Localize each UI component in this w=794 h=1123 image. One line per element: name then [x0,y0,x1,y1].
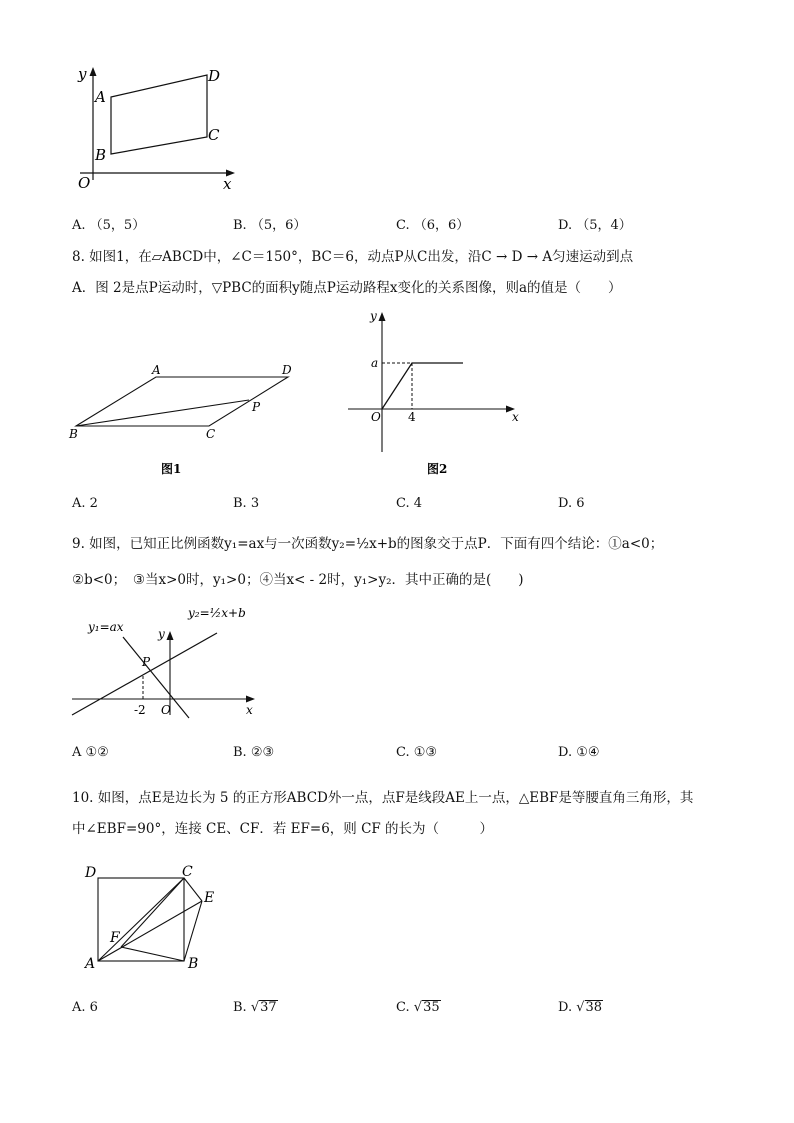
q8-fig2-caption: 图2 [427,462,448,476]
q9-label-o: O [161,703,171,717]
q9-line-y1 [123,637,189,718]
q10-option-d-prefix: D. [558,1000,573,1015]
q7-parallelogram [111,75,207,154]
q8-fig2-graph [382,363,463,409]
q7-label-d: D [208,67,221,85]
q10-option-c-sqrt-icon: √ [413,1000,423,1015]
q9-label-x: x [246,703,253,717]
q7-option-a[interactable]: A. （5，5） [72,218,146,233]
q10-option-d-sqrt-icon: √ [576,1000,585,1015]
q9-option-c[interactable]: C. ①③ [396,745,438,760]
q8-fig1-label-d: D [282,363,292,377]
q10-option-b-radicand: 37 [260,1000,277,1015]
q9-x-arrow [246,696,255,703]
q8-fig2-y-arrow [379,312,386,321]
q8-figure2 [340,305,540,480]
q9-label-m2: -2 [134,703,146,717]
q7-option-d[interactable]: D. （5，4） [558,218,632,233]
q8-stem-line2: A．图 2是点P运动时，▽PBC的面积y随点P运动路程x变化的关系图像，则a的值是（ ） [72,280,622,296]
q7-label-a: A [95,88,106,106]
q9-label-p: P [142,655,151,669]
q10-label-d: D [85,865,97,881]
q7-label-c: C [208,126,220,144]
q8-fig2-label-y: y [370,309,377,323]
q10-ce [184,878,202,901]
q7-option-c[interactable]: C. （6，6） [396,218,470,233]
q9-y-arrow [167,631,174,640]
q8-fig2-label-x: x [512,410,519,424]
q10-option-d[interactable] [558,1000,603,1015]
q8-option-b[interactable]: B. 3 [233,496,260,511]
q10-option-b-prefix: B. [233,1000,247,1015]
q10-option-b[interactable] [233,1000,278,1015]
q8-fig2-label-a: a [371,356,379,370]
q8-fig1-label-b: B [69,427,78,441]
q8-fig1-caption: 图1 [161,462,182,476]
q7-figure [70,62,250,197]
q8-figure1 [66,360,316,480]
q8-fig2-label-4: 4 [408,410,416,424]
q9-stem-line2: ②b<0； ③当x>0时，y₁>0；④当x< - 2时，y₁>y₂．其中正确的是( ) [72,572,524,588]
q10-option-a[interactable]: A. 6 [72,1000,98,1015]
q10-label-f: F [110,930,120,946]
q10-option-c[interactable] [396,1000,441,1015]
q7-label-b: B [95,146,107,164]
q9-label-l2: y₂=½x+b [188,606,246,620]
q10-option-c-radicand: 35 [423,1000,440,1015]
q7-option-b[interactable]: B. （5，6） [233,218,307,233]
q9-stem-line1: 9. 如图，已知正比例函数y₁=ax与一次函数y₂=½x+b的图象交于点P．下面有四个结论：①a<0； [72,536,664,552]
q8-stem-line1: 8. 如图1，在▱ABCD中，∠C＝150°，BC＝6，动点P从C出发，沿C → D → A匀速运动到点 [72,249,634,265]
q10-cf [121,878,184,947]
q10-label-a: A [85,956,96,972]
q9-option-a[interactable]: A ①② [72,745,109,760]
q7-label-o: O [78,174,91,192]
q7-y-arrow [90,67,97,76]
q9-label-y: y [158,627,165,641]
q10-label-c: C [182,864,193,880]
q8-option-d[interactable]: D. 6 [558,496,585,511]
q10-option-d-radicand: 38 [585,1000,603,1015]
q7-label-x: x [223,175,232,193]
q8-segment-bp [76,400,249,426]
q10-label-b: B [188,956,199,972]
q8-fig1-label-p: P [252,400,261,414]
q10-option-c-prefix: C. [396,1000,410,1015]
q10-ac [98,878,184,961]
q10-label-e: E [204,890,215,906]
q10-bf [121,947,184,961]
q9-option-b[interactable]: B. ②③ [233,745,275,760]
q8-option-c[interactable]: C. 4 [396,496,423,511]
q9-figure [66,600,266,720]
q8-fig1-label-c: C [206,427,216,441]
q7-label-y: y [78,65,87,83]
q10-option-b-sqrt-icon: √ [250,1000,260,1015]
q9-option-d[interactable]: D. ①④ [558,745,600,760]
q10-stem-line1: 10. 如图，点E是边长为 5 的正方形ABCD外一点，点F是线段AE上一点，△EBF是等腰直角三角形，其 [72,790,694,806]
q8-fig1-label-a: A [152,363,161,377]
q8-fig2-label-o: O [371,410,381,424]
q10-stem-line2: 中∠EBF=90°，连接 CE、CF．若 EF=6，则 CF 的长为（ ） [72,821,494,837]
q9-label-l1: y₁=ax [88,620,124,634]
q10-figure [78,855,238,980]
q8-option-a[interactable]: A. 2 [72,496,98,511]
